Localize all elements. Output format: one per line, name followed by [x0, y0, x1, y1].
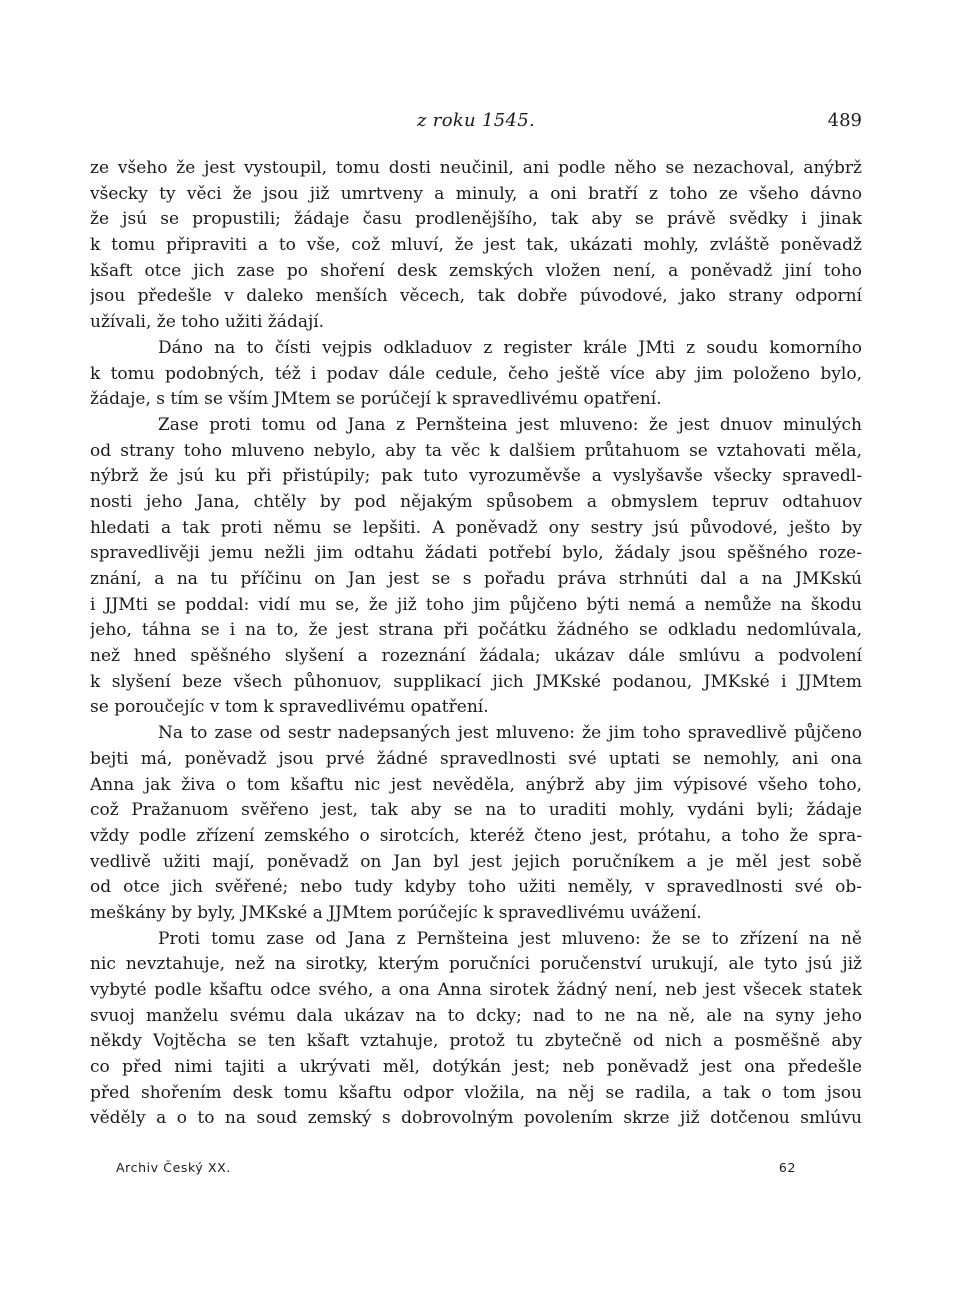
- text-line: meškány by byly, JMKské a JJMtem porúčejíc k spravedlivému uvážení.: [90, 902, 702, 923]
- text-line: od otce jich svěřené; nebo tudy kdyby toho užiti neměly, v spravedlnosti své ob-: [90, 877, 862, 898]
- text-line: někdy Vojtěcha se ten kšaft vztahuje, protož tu zbytečně od nich a posměšně aby: [90, 1031, 862, 1052]
- paragraph-first-line: Zase proti tomu od Jana z Pernšteina jest mluveno: že jest dnuov minulých: [158, 414, 862, 435]
- page-footer: [116, 1160, 796, 1182]
- page-number: 489: [827, 110, 862, 131]
- text-line: co před nimi tajiti a ukrývati měl, dotýkán jest; neb poněvadž jest ona předešle: [90, 1057, 862, 1078]
- running-header: [90, 110, 862, 134]
- text-line: kšaft otce jich zase po shoření desk zemských vložen není, a poněvadž jiní toho: [90, 260, 862, 281]
- text-line: k slyšení beze všech půhonuov, supplikací jich JMKské podanou, JMKské i JJMtem: [90, 671, 862, 692]
- text-line: nosti jeho Jana, chtěly by pod nějakým spůsobem a obmyslem tepruv odtahuov: [90, 491, 862, 512]
- text-line: než hned spěšného slyšení a rozeznání žádala; ukázav dále smlúvu a podvolení: [90, 646, 862, 667]
- text-line: vedlivě užiti mají, poněvadž on Jan byl jest jejich poručníkem a je měl jest sobě: [90, 851, 862, 872]
- text-line: od strany toho mluveno nebylo, aby ta věc k dalšiem průtahuom se vztahovati měla,: [90, 440, 862, 461]
- text-line: ze všeho že jest vystoupil, tomu dosti neučinil, ani podle něho se nezachoval, anýbrž: [90, 158, 862, 178]
- text-line: užívali, že toho užiti žádají.: [90, 312, 325, 333]
- running-title: z roku 1545.: [417, 110, 535, 131]
- body-text: [90, 156, 862, 1132]
- text-line: všecky ty věci že jsou již umrtveny a minuly, a oni bratří z toho ze všeho dávno: [90, 183, 862, 204]
- text-line: před shořením desk tomu kšaftu odpor vložila, na něj se radila, a tak o tom jsou: [90, 1082, 862, 1103]
- text-line: žádaje, s tím se vším JMtem se porúčejí k spravedlivému opatření.: [90, 389, 662, 410]
- text-line: k tomu podobných, též i podav dále cedule, čeho ještě více aby jim položeno bylo,: [90, 363, 862, 384]
- volume-signature: Archiv Český XX.: [116, 1160, 231, 1175]
- paragraph-first-line: Proti tomu zase od Jana z Pernšteina jest mluveno: že se to zřízení na ně: [158, 928, 862, 949]
- paragraph-first-line: Dáno na to čísti vejpis odkladuov z register krále JMti z soudu komorního: [158, 337, 862, 358]
- text-line: hledati a tak proti němu se lepšiti. A poněvadž ony sestry jsú původové, ještо by: [90, 517, 862, 538]
- paragraph-first-line: Na to zase od sestr nadepsaných jest mluveno: že jim toho spravedlivě půjčeno: [158, 723, 862, 744]
- text-line: Anna jak živa o tom kšaftu nic jest nevěděla, anýbrž aby jim výpisové všeho toho,: [90, 774, 862, 795]
- text-line: což Pražanuom svěřeno jest, tak aby se na to uraditi mohly, vydáni byli; žádaje: [90, 800, 862, 821]
- text-line: nic nevztahuje, než na sirotky, kterým poručníci poručenství urukují, ale tyto jsú již: [90, 954, 862, 975]
- text-line: že jsú se propustili; žádaje času prodlenějšího, tak aby se právě svědky i jinak: [90, 209, 862, 230]
- text-line: jeho, táhna se i na to, že jest strana při počátku žádného se odkladu nedomlúvala,: [90, 620, 862, 641]
- text-line: věděly a o to na soud zemský s dobrovolným povolením skrze již dotčenou smlúvu: [90, 1108, 862, 1129]
- text-line: spravedlivěji jemu nežli jim odtahu žádati potřebí bylo, žádaly jsou spěšného roze-: [90, 543, 862, 564]
- text-line: svuoj manželu svému dala ukázav na to dcky; nad to ne na ně, ale na syny jeho: [90, 1005, 862, 1026]
- text-line: nýbrž že jsú ku při přistúpily; pak tuto vyrozuměvše a vyslyšavše všecky spravedl-: [90, 466, 862, 487]
- sheet-number: 62: [778, 1160, 796, 1175]
- text-line: bejti má, poněvadž jsou prvé žádné spravedlnosti své uptati se nemohly, ani ona: [90, 748, 862, 769]
- text-line: vždy podle zřízení zemského o sirotcích, kteréž čteno jest, prótahu, a toho že spra-: [90, 825, 862, 846]
- text-line: i JJMti se poddal: vidí mu se, že již toho jim půjčeno býti nemá a nemůže na škodu: [90, 594, 862, 615]
- text-line: k tomu připraviti a to vše, což mluví, že jest tak, ukázati mohly, zvláště poněvadž: [90, 235, 862, 256]
- text-line: znání, a na tu příčinu on Jan jest se s pořadu práva strhnúti dal a na JMKskú: [90, 569, 862, 589]
- text-line: se poroučejíc v tom k spravedlivému opatření.: [90, 697, 489, 718]
- text-line: vybyté podle kšaftu odce svého, a ona Anna sirotek žádný není, neb jest všecek statek: [90, 980, 862, 1000]
- text-line: jsou předešle v daleko menších věcech, tak dobře púvodové, jako strany odporní: [90, 286, 862, 307]
